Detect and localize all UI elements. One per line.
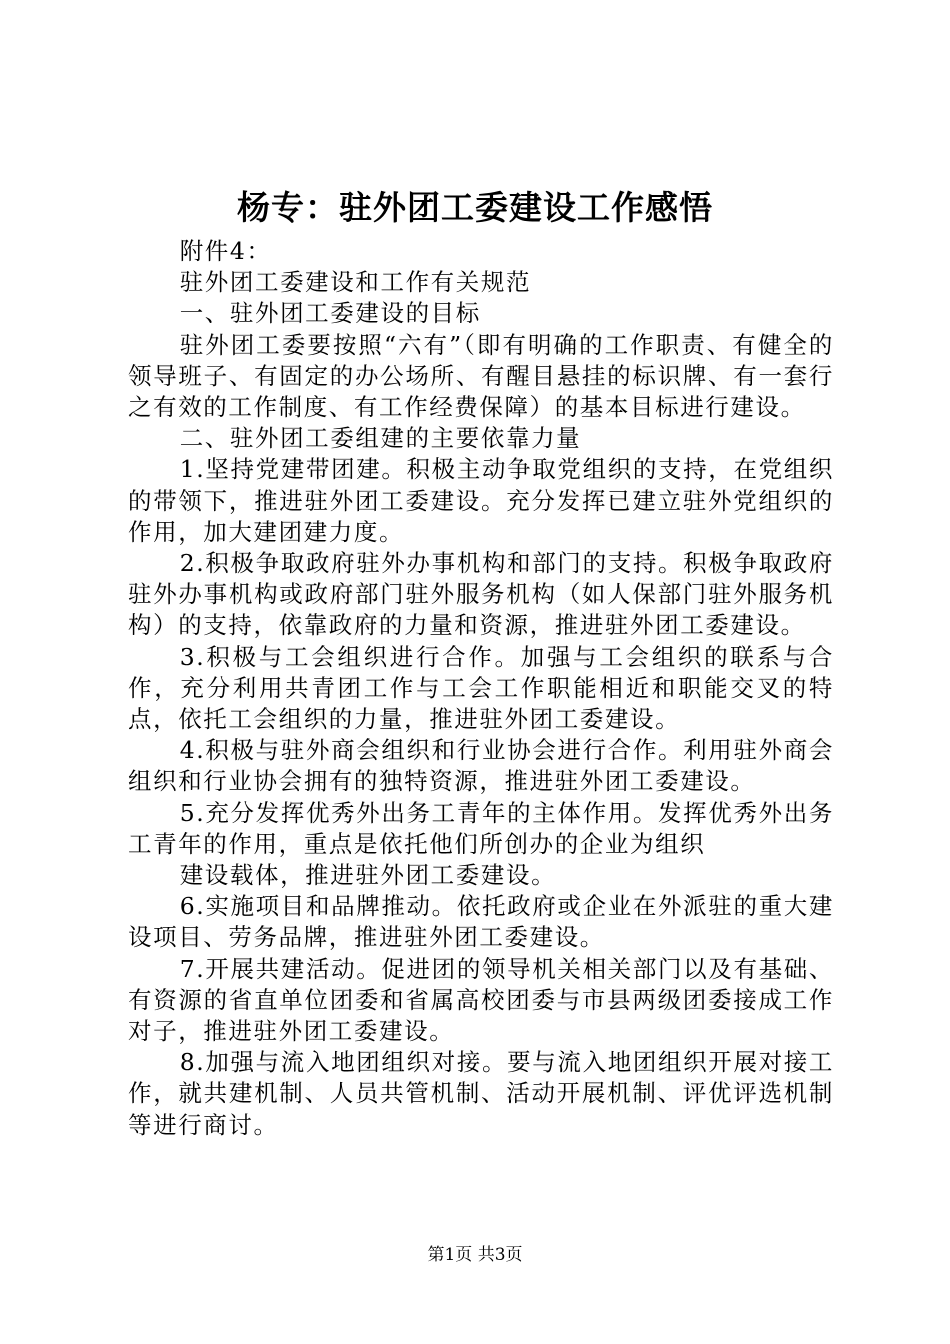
paragraph-item-7: 7.开展共建活动。促进团的领导机关相关部门以及有基础、有资源的省直单位团委和省属高校团委与市县两级团委接成工作对子，推进驻外团工委建设。 — [128, 954, 834, 1046]
paragraph-item-5: 5.充分发挥优秀外出务工青年的主体作用。发挥优秀外出务工青年的作用，重点是依托他们所创办的企业为组织 — [128, 798, 834, 858]
paragraph-item-1: 1.坚持党建带团建。积极主动争取党组织的支持，在党组织的带领下，推进驻外团工委建设。充分发挥已建立驻外党组织的作用，加大建团建力度。 — [128, 455, 834, 546]
page-footer: 第1页 共3页 — [427, 1245, 523, 1265]
paragraph-item-3: 3.积极与工会组织进行合作。加强与工会组织的联系与合作，充分利用共青团工作与工会工作职能相近和职能交叉的特点，依托工会组织的力量，推进驻外团工委建设。 — [128, 642, 834, 734]
paragraph-item-5-continued: 建设载体，推进驻外团工委建设。 — [179, 861, 557, 890]
document-title: 杨专：驻外团工委建设工作感悟 — [237, 188, 713, 227]
paragraph-subtitle: 驻外团工委建设和工作有关规范 — [179, 268, 532, 297]
paragraph-attachment-label: 附件4： — [179, 237, 272, 265]
document-body — [128, 236, 834, 1141]
paragraph-item-8: 8.加强与流入地团组织对接。要与流入地团组织开展对接工作，就共建机制、人员共管机制、活动开展机制、评优评选机制等进行商讨。 — [128, 1048, 834, 1139]
paragraph-item-6: 6.实施项目和品牌推动。依托政府或企业在外派驻的重大建设项目、劳务品牌，推进驻外团工委建设。 — [128, 892, 834, 952]
section-heading-1: 一、驻外团工委建设的目标 — [179, 299, 481, 328]
paragraph-goal: 驻外团工委要按照“六有”（即有明确的工作职责、有健全的领导班子、有固定的办公场所、有醒目悬挂的标识牌、有一套行之有效的工作制度、有工作经费保障）的基本目标进行建设。 — [128, 330, 834, 422]
section-heading-2: 二、驻外团工委组建的主要依靠力量 — [179, 424, 582, 453]
paragraph-item-4: 4.积极与驻外商会组织和行业协会进行合作。利用驻外商会组织和行业协会拥有的独特资源，推进驻外团工委建设。 — [128, 736, 834, 796]
paragraph-item-2: 2.积极争取政府驻外办事机构和部门的支持。积极争取政府驻外办事机构或政府部门驻外服务机构（如人保部门驻外服务机构）的支持，依靠政府的力量和资源，推进驻外团工委建设。 — [128, 549, 834, 640]
